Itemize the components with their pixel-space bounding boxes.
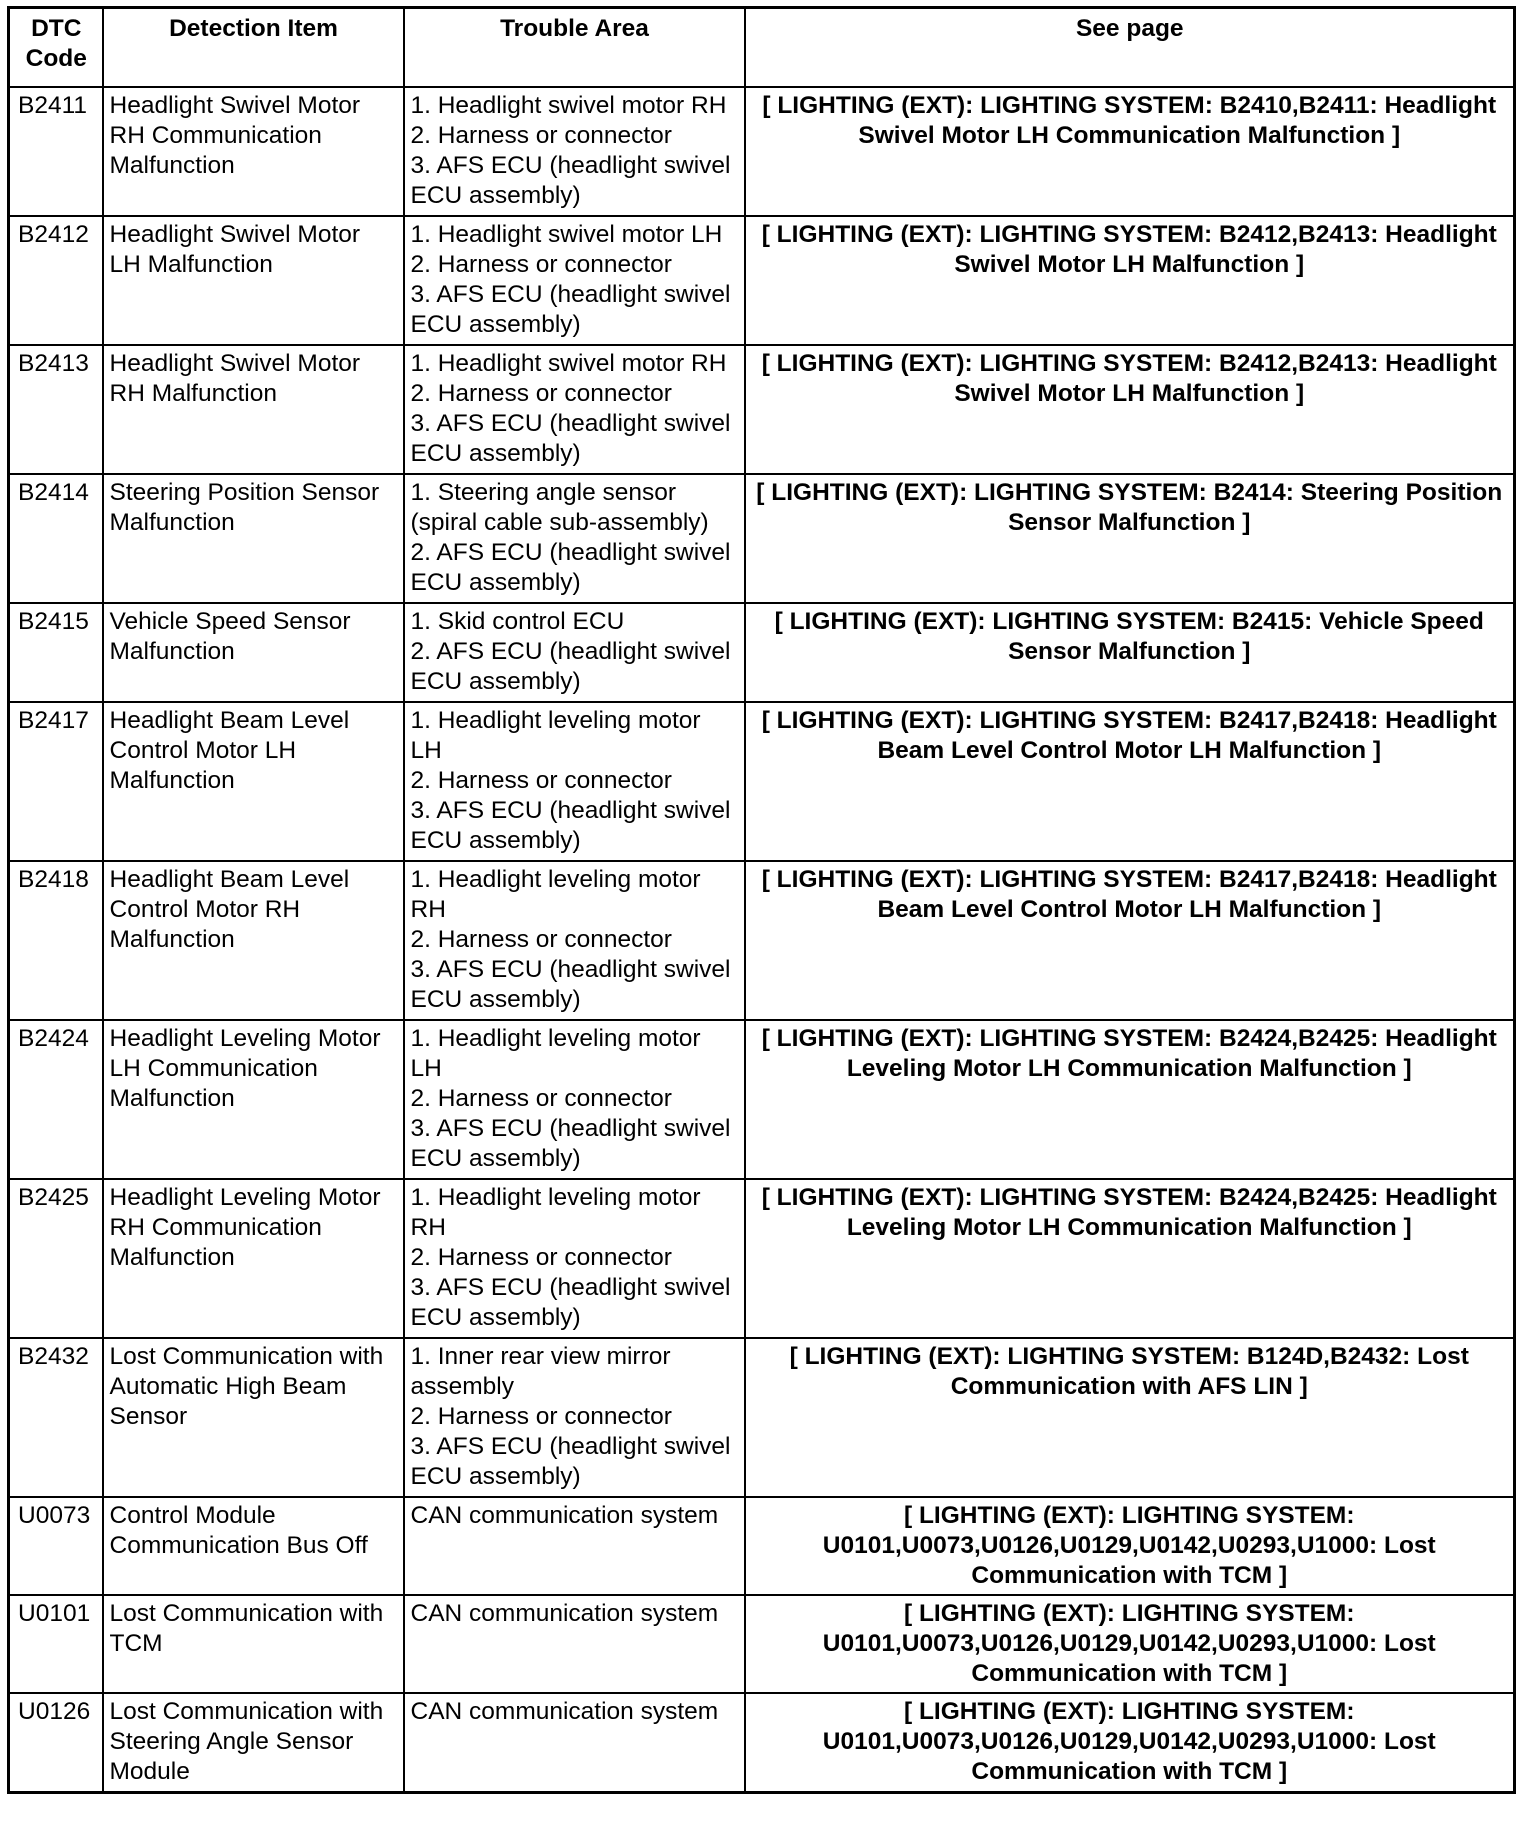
dtc-code-cell: B2412 [9, 216, 103, 345]
trouble-area-item: 2. Harness or connector [410, 767, 672, 794]
see-page-link[interactable]: [ LIGHTING (EXT): LIGHTING SYSTEM: B2415: Vehicle Speed Sensor Malfunction ] [745, 603, 1515, 702]
detection-item-cell: Lost Communication with TCM [103, 1595, 404, 1693]
trouble-area-item: 1. Headlight leveling motor RH [410, 1184, 701, 1241]
trouble-area-item: 2. AFS ECU (headlight swivel ECU assembly) [410, 638, 731, 695]
table-row [9, 216, 1515, 345]
see-page-link[interactable]: [ LIGHTING (EXT): LIGHTING SYSTEM: B124D,B2432: Lost Communication with AFS LIN ] [745, 1338, 1515, 1497]
see-page-link[interactable]: [ LIGHTING (EXT): LIGHTING SYSTEM: B2412,B2413: Headlight Swivel Motor LH Malfunction ] [745, 345, 1515, 474]
dtc-code-cell: U0126 [9, 1693, 103, 1793]
detection-item-cell: Lost Communication with Steering Angle Sensor Module [103, 1693, 404, 1793]
trouble-area-item: 3. AFS ECU (headlight swivel ECU assembly) [410, 152, 731, 209]
dtc-code-cell: B2425 [9, 1179, 103, 1338]
trouble-area-item: 1. Inner rear view mirror assembly [410, 1343, 671, 1400]
table-row [9, 87, 1515, 216]
trouble-area-item: 2. AFS ECU (headlight swivel ECU assembly) [410, 539, 731, 596]
trouble-area-item: 1. Headlight leveling motor LH [410, 707, 701, 764]
see-page-link[interactable]: [ LIGHTING (EXT): LIGHTING SYSTEM: U0101,U0073,U0126,U0129,U0142,U0293,U1000: Lost Communication with TCM ] [745, 1595, 1515, 1693]
dtc-table [7, 6, 1516, 1794]
header-trouble-area: Trouble Area [404, 8, 745, 88]
see-page-link[interactable]: [ LIGHTING (EXT): LIGHTING SYSTEM: B2417,B2418: Headlight Beam Level Control Motor LH Malfunction ] [745, 861, 1515, 1020]
dtc-code-cell: B2424 [9, 1020, 103, 1179]
detection-item-cell: Headlight Beam Level Control Motor RH Malfunction [103, 861, 404, 1020]
table-row [9, 1595, 1515, 1693]
header-see-page: See page [745, 8, 1515, 88]
trouble-area-item: 1. Steering angle sensor (spiral cable sub-assembly) [410, 479, 709, 536]
trouble-area-item: CAN communication system [410, 1600, 719, 1627]
dtc-code-cell: B2418 [9, 861, 103, 1020]
detection-item-cell: Steering Position Sensor Malfunction [103, 474, 404, 603]
header-dtc-code: DTC Code [9, 8, 103, 88]
trouble-area-cell [404, 603, 745, 702]
dtc-code-cell: U0073 [9, 1497, 103, 1595]
detection-item-cell: Headlight Swivel Motor RH Malfunction [103, 345, 404, 474]
detection-item-cell: Headlight Beam Level Control Motor LH Malfunction [103, 702, 404, 861]
detection-item-cell: Headlight Leveling Motor LH Communication Malfunction [103, 1020, 404, 1179]
trouble-area-cell [404, 474, 745, 603]
trouble-area-cell [404, 1020, 745, 1179]
trouble-area-item: 3. AFS ECU (headlight swivel ECU assembly) [410, 410, 731, 467]
detection-item-cell: Headlight Leveling Motor RH Communication Malfunction [103, 1179, 404, 1338]
dtc-code-cell: B2411 [9, 87, 103, 216]
detection-item-cell: Control Module Communication Bus Off [103, 1497, 404, 1595]
table-row [9, 1179, 1515, 1338]
table-row [9, 1497, 1515, 1595]
trouble-area-item: 3. AFS ECU (headlight swivel ECU assembly) [410, 797, 731, 854]
trouble-area-item: 3. AFS ECU (headlight swivel ECU assembly) [410, 956, 731, 1013]
dtc-code-cell: U0101 [9, 1595, 103, 1693]
table-row [9, 702, 1515, 861]
trouble-area-item: 1. Skid control ECU [410, 608, 625, 635]
header-row [9, 8, 1515, 88]
trouble-area-item: 3. AFS ECU (headlight swivel ECU assembly) [410, 1115, 731, 1172]
see-page-link[interactable]: [ LIGHTING (EXT): LIGHTING SYSTEM: B2417,B2418: Headlight Beam Level Control Motor LH Malfunction ] [745, 702, 1515, 861]
table-row [9, 1020, 1515, 1179]
see-page-link[interactable]: [ LIGHTING (EXT): LIGHTING SYSTEM: B2410,B2411: Headlight Swivel Motor LH Communication Malfunction ] [745, 87, 1515, 216]
trouble-area-item: CAN communication system [410, 1698, 719, 1725]
table-row [9, 1338, 1515, 1497]
dtc-code-cell: B2413 [9, 345, 103, 474]
trouble-area-item: 2. Harness or connector [410, 1403, 672, 1430]
trouble-area-item: 1. Headlight swivel motor RH [410, 350, 727, 377]
trouble-area-item: 1. Headlight swivel motor LH [410, 221, 723, 248]
trouble-area-item: 2. Harness or connector [410, 1244, 672, 1271]
see-page-link[interactable]: [ LIGHTING (EXT): LIGHTING SYSTEM: B2424,B2425: Headlight Leveling Motor LH Communication Malfunction ] [745, 1020, 1515, 1179]
trouble-area-cell [404, 87, 745, 216]
trouble-area-cell [404, 345, 745, 474]
trouble-area-item: 3. AFS ECU (headlight swivel ECU assembly) [410, 1433, 731, 1490]
table-body [9, 87, 1515, 1793]
table-row [9, 861, 1515, 1020]
table-row [9, 603, 1515, 702]
trouble-area-cell [404, 1595, 745, 1693]
table-row [9, 345, 1515, 474]
trouble-area-cell [404, 1179, 745, 1338]
trouble-area-item: 1. Headlight leveling motor LH [410, 1025, 701, 1082]
detection-item-cell: Lost Communication with Automatic High Beam Sensor [103, 1338, 404, 1497]
header-detection-item: Detection Item [103, 8, 404, 88]
trouble-area-cell [404, 216, 745, 345]
dtc-code-cell: B2417 [9, 702, 103, 861]
table-row [9, 1693, 1515, 1793]
trouble-area-item: 3. AFS ECU (headlight swivel ECU assembly) [410, 281, 731, 338]
table-row [9, 474, 1515, 603]
trouble-area-item: 2. Harness or connector [410, 380, 672, 407]
trouble-area-cell [404, 1338, 745, 1497]
trouble-area-item: 3. AFS ECU (headlight swivel ECU assembly) [410, 1274, 731, 1331]
trouble-area-item: 1. Headlight swivel motor RH [410, 92, 727, 119]
detection-item-cell: Headlight Swivel Motor RH Communication Malfunction [103, 87, 404, 216]
trouble-area-item: CAN communication system [410, 1502, 719, 1529]
see-page-link[interactable]: [ LIGHTING (EXT): LIGHTING SYSTEM: U0101,U0073,U0126,U0129,U0142,U0293,U1000: Lost Communication with TCM ] [745, 1693, 1515, 1793]
dtc-code-cell: B2415 [9, 603, 103, 702]
see-page-link[interactable]: [ LIGHTING (EXT): LIGHTING SYSTEM: B2412,B2413: Headlight Swivel Motor LH Malfunction ] [745, 216, 1515, 345]
trouble-area-cell [404, 1693, 745, 1793]
see-page-link[interactable]: [ LIGHTING (EXT): LIGHTING SYSTEM: B2414: Steering Position Sensor Malfunction ] [745, 474, 1515, 603]
dtc-code-cell: B2432 [9, 1338, 103, 1497]
trouble-area-item: 2. Harness or connector [410, 926, 672, 953]
dtc-code-cell: B2414 [9, 474, 103, 603]
trouble-area-item: 2. Harness or connector [410, 1085, 672, 1112]
trouble-area-cell [404, 1497, 745, 1595]
detection-item-cell: Vehicle Speed Sensor Malfunction [103, 603, 404, 702]
trouble-area-cell [404, 861, 745, 1020]
trouble-area-item: 1. Headlight leveling motor RH [410, 866, 701, 923]
see-page-link[interactable]: [ LIGHTING (EXT): LIGHTING SYSTEM: B2424,B2425: Headlight Leveling Motor LH Communication Malfunction ] [745, 1179, 1515, 1338]
trouble-area-cell [404, 702, 745, 861]
trouble-area-item: 2. Harness or connector [410, 251, 672, 278]
trouble-area-item: 2. Harness or connector [410, 122, 672, 149]
see-page-link[interactable]: [ LIGHTING (EXT): LIGHTING SYSTEM: U0101,U0073,U0126,U0129,U0142,U0293,U1000: Lost Communication with TCM ] [745, 1497, 1515, 1595]
detection-item-cell: Headlight Swivel Motor LH Malfunction [103, 216, 404, 345]
